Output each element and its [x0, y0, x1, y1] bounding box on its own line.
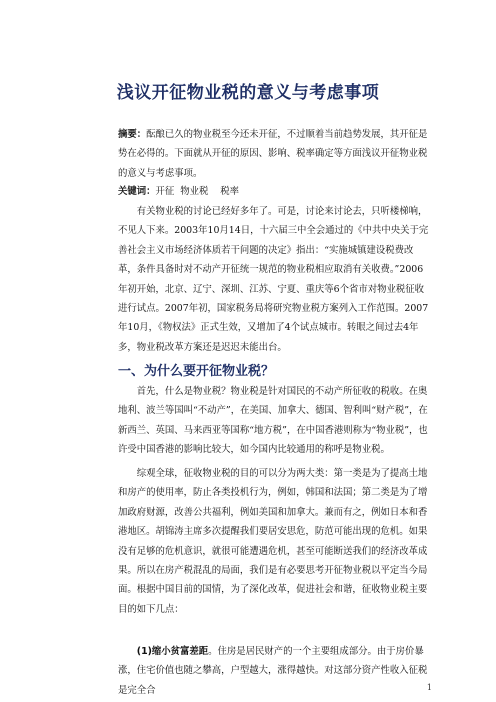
keywords-label: 关键词：	[118, 186, 156, 197]
body-paragraph-2: 综观全球，征收物业税的目的可以分为两大类：第一类是为了提高土地和房产的使用率，防止各类投机行为，例如，韩国和法国；第二类是为了增加政府财源，改善公共福利，例如美国和加拿大。兼而有之，例如日本和香港地区。胡锦涛主席多次提醒我们要居安思危，防范可能出现的危机。如果没有足够的危机意识，就很可能遭遇危机，甚至可能断送我们的经济改革成果。所以在房产税混乱的局面，我们是有必要思考开征物业税以平定当今局面。根据中国目前的国情，为了深化改革，促进社会和谐，征收物业税主要目的如下几点：	[118, 468, 428, 615]
keywords-text: 开征 物业税 税率	[155, 186, 240, 197]
body-paragraph-3	[118, 642, 430, 700]
keywords	[118, 182, 430, 201]
document-title: 浅议开征物业税的意义与考虑事项	[116, 83, 380, 103]
abstract-label: 摘要：	[118, 129, 147, 140]
point-1-label: (1)缩小贫富差距	[136, 646, 209, 657]
intro-paragraph: 有关物业税的讨论已经好多年了。可是，讨论来讨论去，只听楼梯响，不见人下来。2003年10月14日，十六届三中全会通过的《中共中央关于完善社会主义市场经济体质若干问题的决定》指出：“实施城镇建设税费改革，条件具备时对不动产开征统一规范的物业税相应取消有关收费。”2006年初开始，北京、辽宁、深圳、江苏、宁夏、重庆等6个省市对物业税征收进行试点。2007年初，国家税务局将研究物业税方案列入工作范围。2007年10月，《物权法》正式生效，又增加了4个试点城市。转眼之间过去4年多，物业税改革方案还是迟迟未能出台。	[118, 206, 429, 353]
abstract-text: 酝酿已久的物业税至今还未开征，不过顺着当前趋势发展，其开征是势在必得的。下面就从开征的原因、影响、税率确定等方面浅议开征物业税的意义与考虑事项。	[118, 129, 428, 179]
page-number: 1	[426, 683, 432, 692]
body-paragraph-1: 首先，什么是物业税？物业税是针对国民的不动产所征收的税收。在奥地利、波兰等国叫“不动产”，在美国、加拿大、德国、智利叫“财产税”，在新西兰、英国、马来西亚等国称“地方税”，在中国香港则称为“物业税”，也许受中国香港的影响比较大，如今国内比较通用的称呼是物业税。	[118, 386, 428, 456]
abstract	[118, 125, 430, 183]
point-1-text: 。住房是居民财产的一个主要组成部分。由于房价暴涨，住宅价值也随之攀高，户型越大，涨得越快。对这部分资产性收入征税是完全合	[118, 646, 428, 696]
section-heading: 一、为什么要开征物业税？	[118, 364, 275, 379]
